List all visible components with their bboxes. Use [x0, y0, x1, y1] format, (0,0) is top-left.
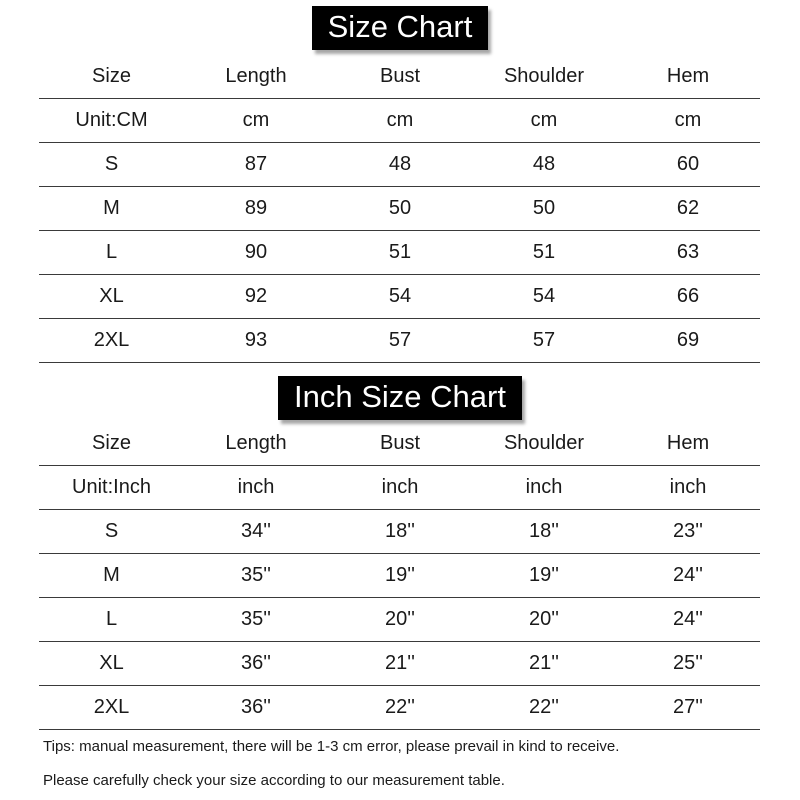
table-cell: Unit:CM: [39, 99, 184, 143]
table-row: [39, 187, 760, 231]
cm-size-table: [39, 55, 760, 363]
table-cell: 20'': [328, 598, 472, 642]
table-cell: 89: [184, 187, 328, 231]
table-cell: 35'': [184, 554, 328, 598]
table-cell: cm: [472, 99, 616, 143]
column-header: Shoulder: [472, 422, 616, 466]
table-cell: 2XL: [39, 686, 184, 730]
table-cell: 35'': [184, 598, 328, 642]
table-cell: inch: [616, 466, 760, 510]
column-header: Bust: [328, 55, 472, 99]
table-cell: 24'': [616, 598, 760, 642]
tip-measurement-error: Tips: manual measurement, there will be 1-3 cm error, please prevail in kind to receive.: [43, 738, 620, 755]
column-header: Hem: [616, 55, 760, 99]
table-cell: 90: [184, 231, 328, 275]
table-cell: 51: [328, 231, 472, 275]
table-cell: 18'': [328, 510, 472, 554]
table-cell: Unit:Inch: [39, 466, 184, 510]
table-cell: XL: [39, 275, 184, 319]
table-cell: 18'': [472, 510, 616, 554]
table-cell: 48: [472, 143, 616, 187]
table-cell: 23'': [616, 510, 760, 554]
table-cell: 48: [328, 143, 472, 187]
table-header-row: [39, 422, 760, 466]
table-cell: 19'': [328, 554, 472, 598]
table-cell: 66: [616, 275, 760, 319]
table-cell: 20'': [472, 598, 616, 642]
table-cell: 51: [472, 231, 616, 275]
table-cell: 60: [616, 143, 760, 187]
table-cell: 21'': [472, 642, 616, 686]
table-row: [39, 510, 760, 554]
table-cell: 22'': [328, 686, 472, 730]
column-header: Hem: [616, 422, 760, 466]
column-header: Shoulder: [472, 55, 616, 99]
table-cell: M: [39, 554, 184, 598]
table-cell: 2XL: [39, 319, 184, 363]
table-cell: S: [39, 510, 184, 554]
table-cell: 22'': [472, 686, 616, 730]
table-cell: inch: [184, 466, 328, 510]
table-cell: 54: [328, 275, 472, 319]
table-cell: 25'': [616, 642, 760, 686]
table-row: [39, 686, 760, 730]
column-header: Length: [184, 422, 328, 466]
table-cell: 93: [184, 319, 328, 363]
cm-chart-title-wrap: [0, 6, 800, 50]
inch-chart-title-wrap: [0, 376, 800, 420]
table-row: [39, 231, 760, 275]
table-cell: 27'': [616, 686, 760, 730]
inch-size-table: [39, 422, 760, 730]
table-cell: L: [39, 598, 184, 642]
tip-check-size: Please carefully check your size according to our measurement table.: [43, 772, 505, 789]
column-header: Size: [39, 55, 184, 99]
table-cell: 57: [472, 319, 616, 363]
table-cell: cm: [184, 99, 328, 143]
table-row: [39, 554, 760, 598]
table-cell: 92: [184, 275, 328, 319]
table-cell: 50: [328, 187, 472, 231]
column-header: Length: [184, 55, 328, 99]
table-cell: M: [39, 187, 184, 231]
table-cell: 69: [616, 319, 760, 363]
table-cell: 57: [328, 319, 472, 363]
table-cell: 36'': [184, 642, 328, 686]
table-cell: 87: [184, 143, 328, 187]
table-header-row: [39, 55, 760, 99]
table-cell: cm: [616, 99, 760, 143]
table-cell: 34'': [184, 510, 328, 554]
table-row: [39, 598, 760, 642]
table-cell: 24'': [616, 554, 760, 598]
table-cell: 36'': [184, 686, 328, 730]
table-cell: 19'': [472, 554, 616, 598]
table-cell: S: [39, 143, 184, 187]
table-cell: 54: [472, 275, 616, 319]
table-cell: XL: [39, 642, 184, 686]
table-unit-row: [39, 99, 760, 143]
table-cell: L: [39, 231, 184, 275]
table-cell: 63: [616, 231, 760, 275]
table-cell: inch: [472, 466, 616, 510]
table-row: [39, 143, 760, 187]
table-row: [39, 319, 760, 363]
table-cell: 50: [472, 187, 616, 231]
table-cell: cm: [328, 99, 472, 143]
table-row: [39, 642, 760, 686]
table-cell: inch: [328, 466, 472, 510]
table-cell: 62: [616, 187, 760, 231]
table-unit-row: [39, 466, 760, 510]
column-header: Size: [39, 422, 184, 466]
table-cell: 21'': [328, 642, 472, 686]
inch-chart-title: Inch Size Chart: [278, 376, 522, 420]
cm-chart-title: Size Chart: [312, 6, 489, 50]
column-header: Bust: [328, 422, 472, 466]
table-row: [39, 275, 760, 319]
